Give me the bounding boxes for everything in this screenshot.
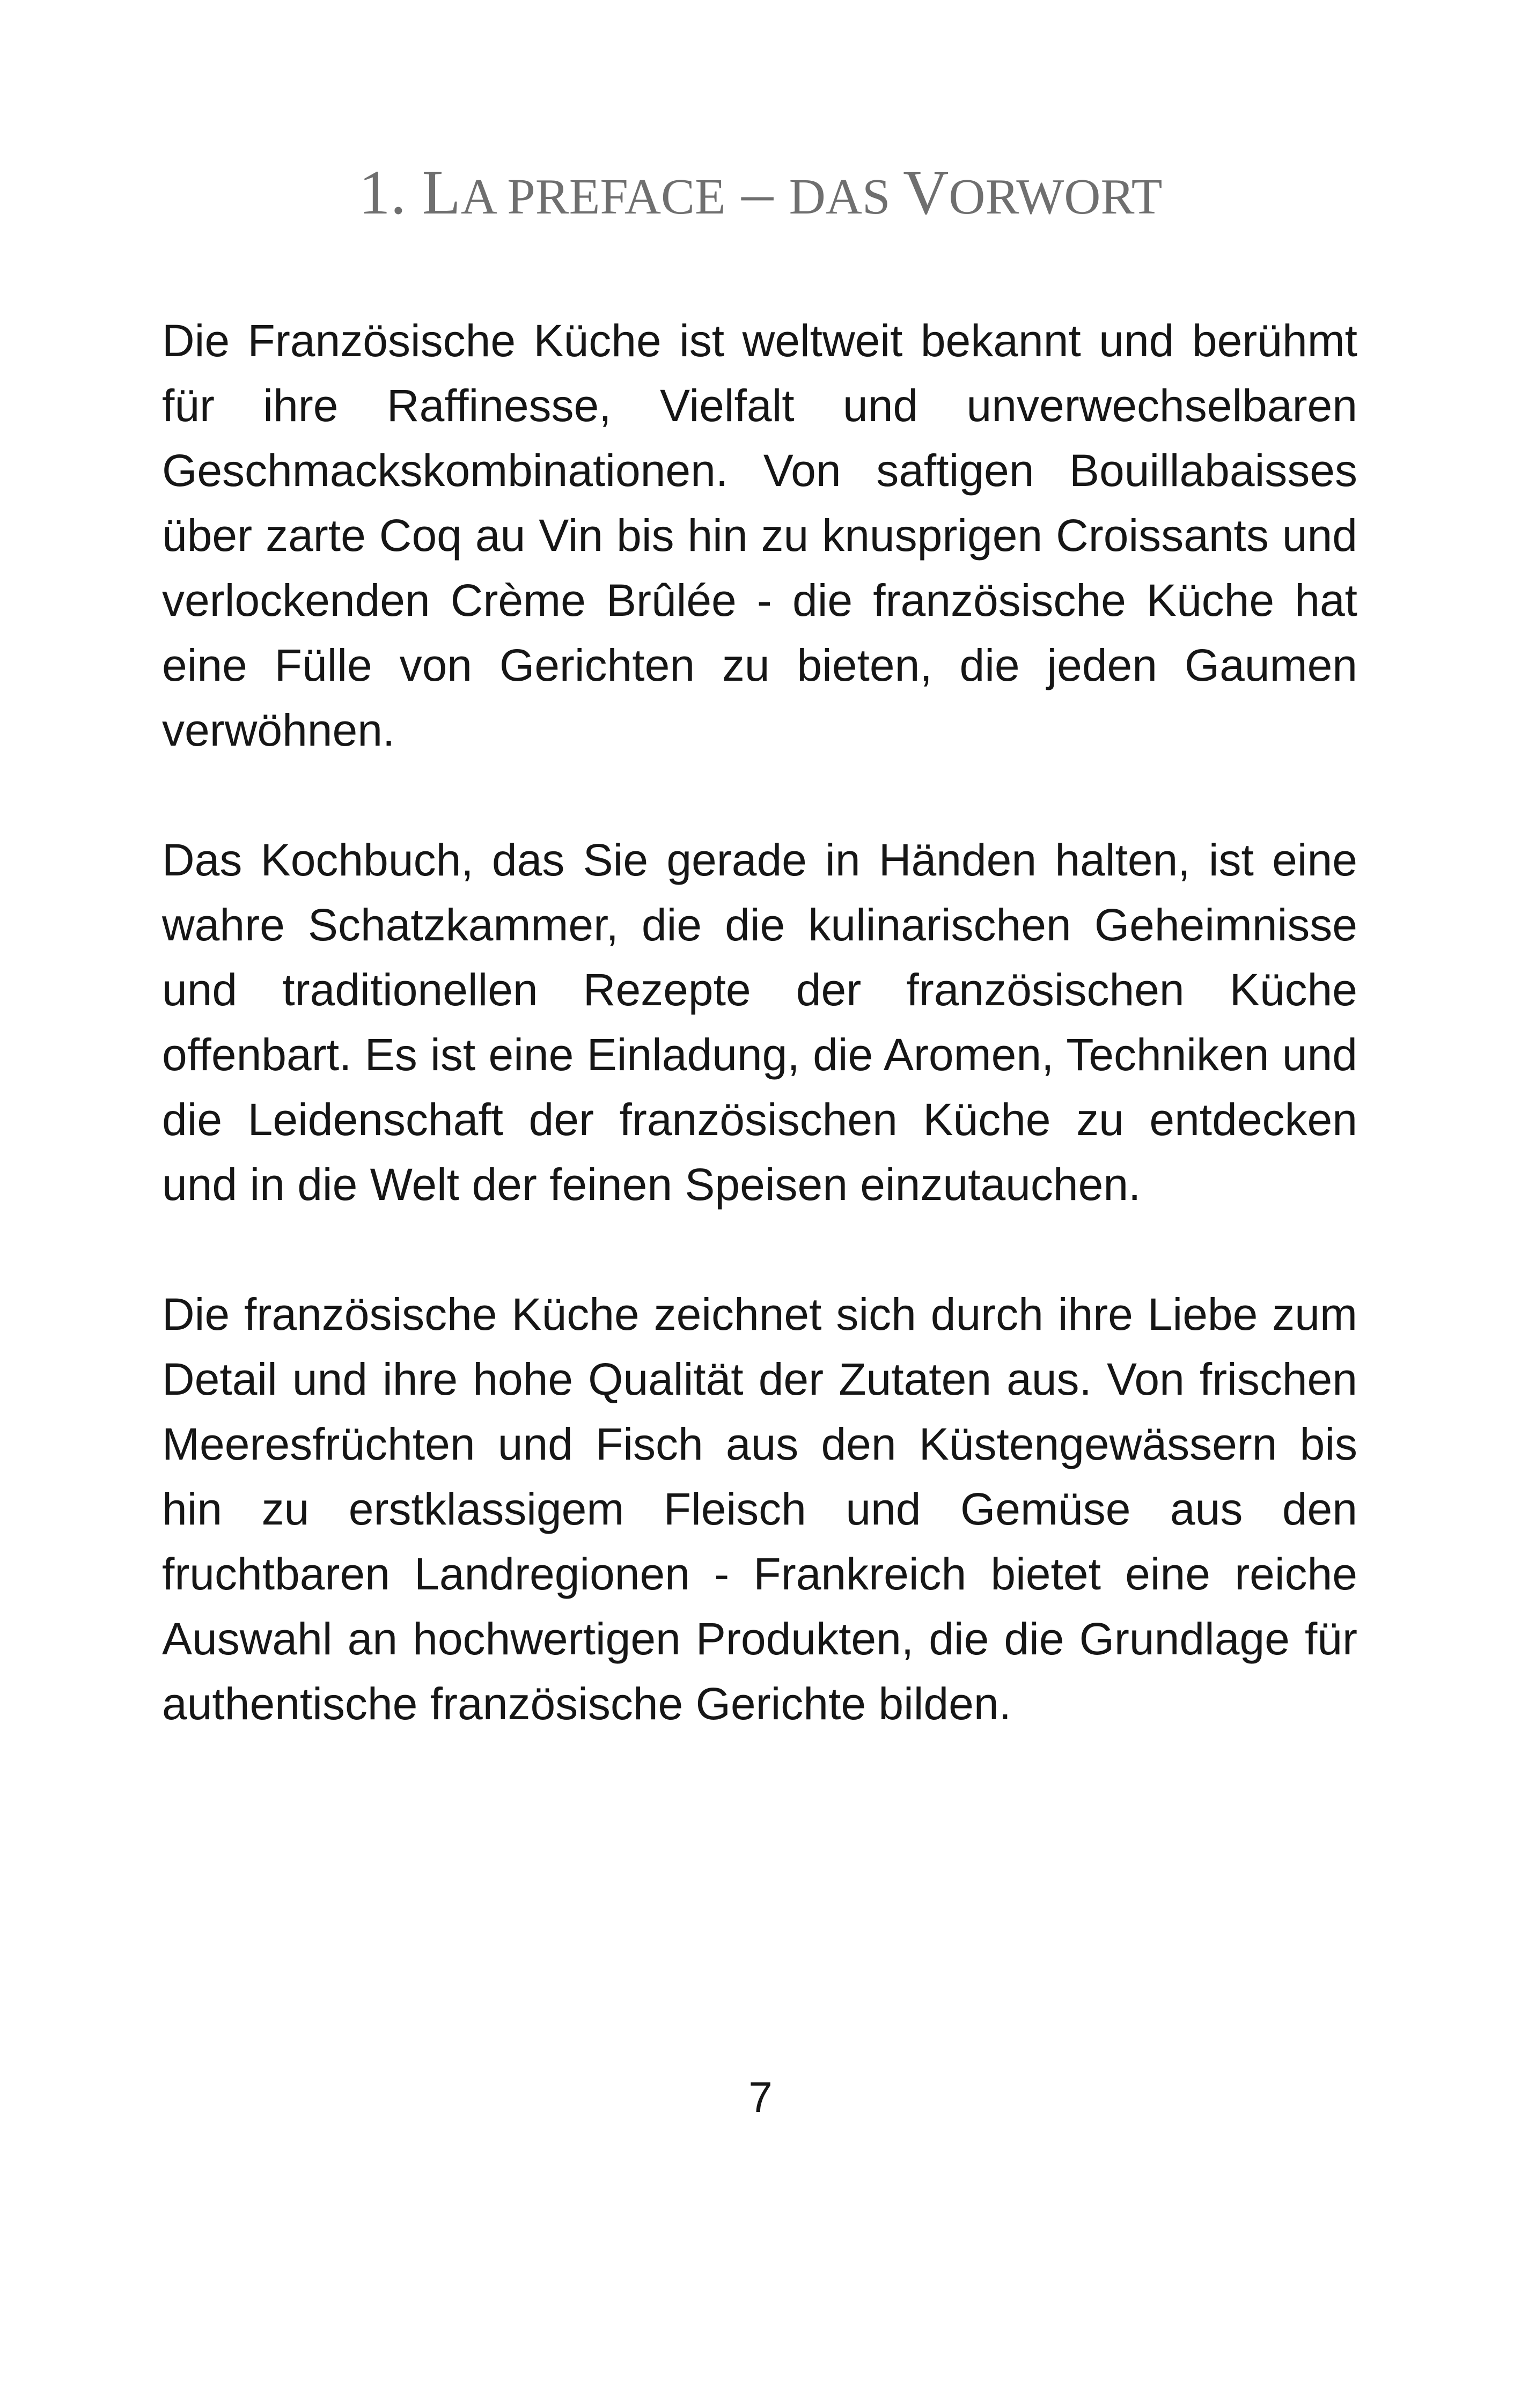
chapter-title-part: L (422, 157, 461, 227)
chapter-title-part: DAS (789, 169, 903, 225)
paragraph-ingredients: Die französische Küche zeichnet sich durch ihre Liebe zum Detail und ihre hohe Qualität der Zutaten aus. Von frischen Meeresfrüchten und Fisch aus den Küstengewässern bis hin zu erstklassigem Fleisch und Gemüse aus den fruchtbaren Landregionen - Frankreich bietet eine reiche Auswahl an hochwertigen Produkten, die die Grundlage für authentische französische Gerichte bilden. (162, 1289, 1357, 1729)
body-text (162, 308, 1357, 1736)
chapter-title-part: – (725, 157, 789, 227)
chapter-heading (0, 157, 1521, 227)
chapter-title-part: ORWORT (949, 169, 1163, 225)
chapter-number: 1. (358, 157, 407, 227)
page-number: 7 (748, 2073, 773, 2121)
paragraph-intro: Die Französische Küche ist weltweit bekannt und berühmt für ihre Raffinesse, Vielfalt und unverwechselbaren Geschmackskombinationen. Von saftigen Bouillabaisses über zarte Coq au Vin bis hin zu knusprigen Croissants und verlockenden Crème Brûlée - die französische Küche hat eine Fülle von Gerichten zu bieten, die jeden Gaumen verwöhnen. (162, 315, 1357, 755)
chapter-title-part: V (903, 157, 949, 227)
chapter-title-part: A PREFACE (460, 169, 726, 225)
paragraph-cookbook: Das Kochbuch, das Sie gerade in Händen halten, ist eine wahre Schatzkammer, die die kulinarischen Geheimnisse und traditionellen Rezepte der französischen Küche offenbart. Es ist eine Einladung, die Aromen, Techniken und die Leidenschaft der französischen Küche zu entdecken und in die Welt der feinen Speisen einzutauchen. (162, 835, 1357, 1210)
